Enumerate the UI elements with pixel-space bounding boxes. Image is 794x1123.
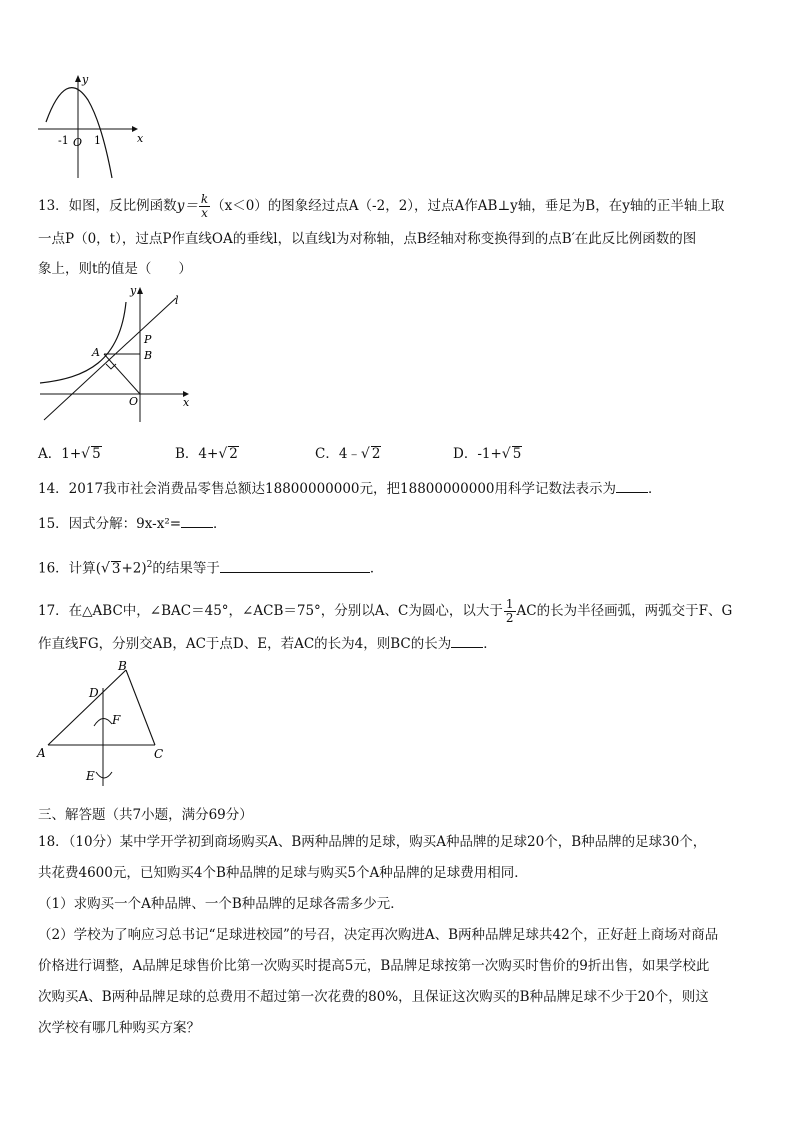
right-angle-mark xyxy=(106,364,116,369)
q18-part2-line1: （2）学校为了响应习总书记“足球进校园”的号召，决定再次购进A、B两种品牌足球共42个，正好赶上商场对商品 xyxy=(38,927,719,943)
q13-line1-b: （x＜0）的图象经过点A（-2，2），过点A作AB⊥y轴，垂足为B，在y轴的正半轴上取 xyxy=(211,198,725,214)
label-P: P xyxy=(144,333,152,346)
label-E: E xyxy=(86,769,95,783)
label-B: B xyxy=(144,349,153,362)
q13-option-a: A．1+√ 5 xyxy=(38,446,101,462)
one-label: 1 xyxy=(94,134,101,147)
q13-frac-den: x xyxy=(201,206,208,220)
q15-line: 15．因式分解：9x-x²= ． xyxy=(38,516,227,532)
q13-line1-a: 13．如图，反比例函数 xyxy=(38,198,177,214)
label-F: F xyxy=(112,713,121,727)
q13-y-eq: y＝ xyxy=(176,198,198,214)
label-C: C xyxy=(154,747,164,761)
q14-blank xyxy=(616,480,648,493)
q13-frac-num: k xyxy=(200,192,209,206)
section-3-title: 三、解答题（共7小题，满分69分） xyxy=(38,807,253,823)
q13-fraction xyxy=(199,193,210,220)
segment-OA xyxy=(104,354,140,394)
q15-blank xyxy=(181,515,213,528)
q13-line1 xyxy=(38,193,724,220)
q16-blank xyxy=(220,560,370,573)
label-O: O xyxy=(129,395,139,408)
origin-label: O xyxy=(73,136,83,149)
q13-option-d: D．-1+√ 5 xyxy=(453,446,522,462)
parabola-curve xyxy=(46,88,112,178)
q13-option-c: C．4﹣√ 2 xyxy=(315,446,381,462)
parabola-figure xyxy=(36,72,148,182)
side-AB xyxy=(48,670,126,745)
x-label: x xyxy=(137,132,144,145)
label-D: D xyxy=(89,686,99,700)
q13-line3: 象上，则t的值是（ ） xyxy=(38,261,192,277)
side-BC xyxy=(126,670,155,745)
label-l: l xyxy=(175,294,179,307)
y-axis-arrow xyxy=(137,287,143,294)
q18-part2-line3: 次购买A、B两种品牌足球的总费用不超过第一次花费的80%，且保证这次购买的B种品牌足球不少于20个，则这 xyxy=(38,989,709,1005)
q17-blank xyxy=(451,635,483,648)
triangle-figure xyxy=(34,660,174,792)
q16-line: 16．计算(√ 3+2)$^2$的结果等于 ． xyxy=(38,560,384,577)
label-y: y xyxy=(130,284,137,297)
q17-line1: 17．在△ABC中，∠BAC＝45°，∠ACB＝75°，分别以A、C为圆心，以大于 $\frac{1}{2}$ AC的长为半径画弧，两弧交于F、G xyxy=(38,597,733,625)
arc-lower xyxy=(96,772,112,778)
label-x: x xyxy=(183,396,190,409)
q13-option-b: B．4+√ 2 xyxy=(175,446,238,462)
q18-part2-line4: 次学校有哪几种购买方案？ xyxy=(38,1020,200,1036)
q18-line2: 共花费4600元，已知购买4个B种品牌的足球与购买5个A种品牌的足球费用相同． xyxy=(38,865,528,881)
y-label: y xyxy=(82,73,89,86)
q18-part2-line2: 价格进行调整，A品牌足球售价比第一次购买时提高5元，B品牌足球按第一次购买时售价的9折出售，如果学校此 xyxy=(38,958,710,974)
label-A: A xyxy=(92,346,100,359)
q13-line2: 一点P（0，t），过点P作直线OA的垂线l，以直线l为对称轴，点B经轴对称变换得到的点B′在此反比例函数的图 xyxy=(38,231,697,247)
q14-line: 14．2017我市社会消费品零售总额达18800000000元，把18800000000用科学记数法表示为 ． xyxy=(38,481,662,497)
y-axis-arrow xyxy=(75,75,81,82)
q17-line2: 作直线FG，分别交AB，AC于点D、E，若AC的长为4，则BC的长为 ． xyxy=(38,636,497,652)
hyperbola-curve xyxy=(40,302,126,383)
label-A: A xyxy=(37,746,46,760)
label-B: B xyxy=(118,660,127,673)
neg-one-label: -1 xyxy=(58,134,69,147)
hyperbola-figure xyxy=(36,282,198,424)
q17-fraction: $\frac{1}{2}$ xyxy=(505,597,514,625)
q18-line1: 18．（10分）某中学开学初到商场购买A、B两种品牌的足球，购买A种品牌的足球20个，B种品牌的足球30个， xyxy=(38,834,707,850)
line-l xyxy=(44,298,176,420)
q18-part1: （1）求购买一个A种品牌、一个B种品牌的足球各需多少元． xyxy=(38,896,404,912)
